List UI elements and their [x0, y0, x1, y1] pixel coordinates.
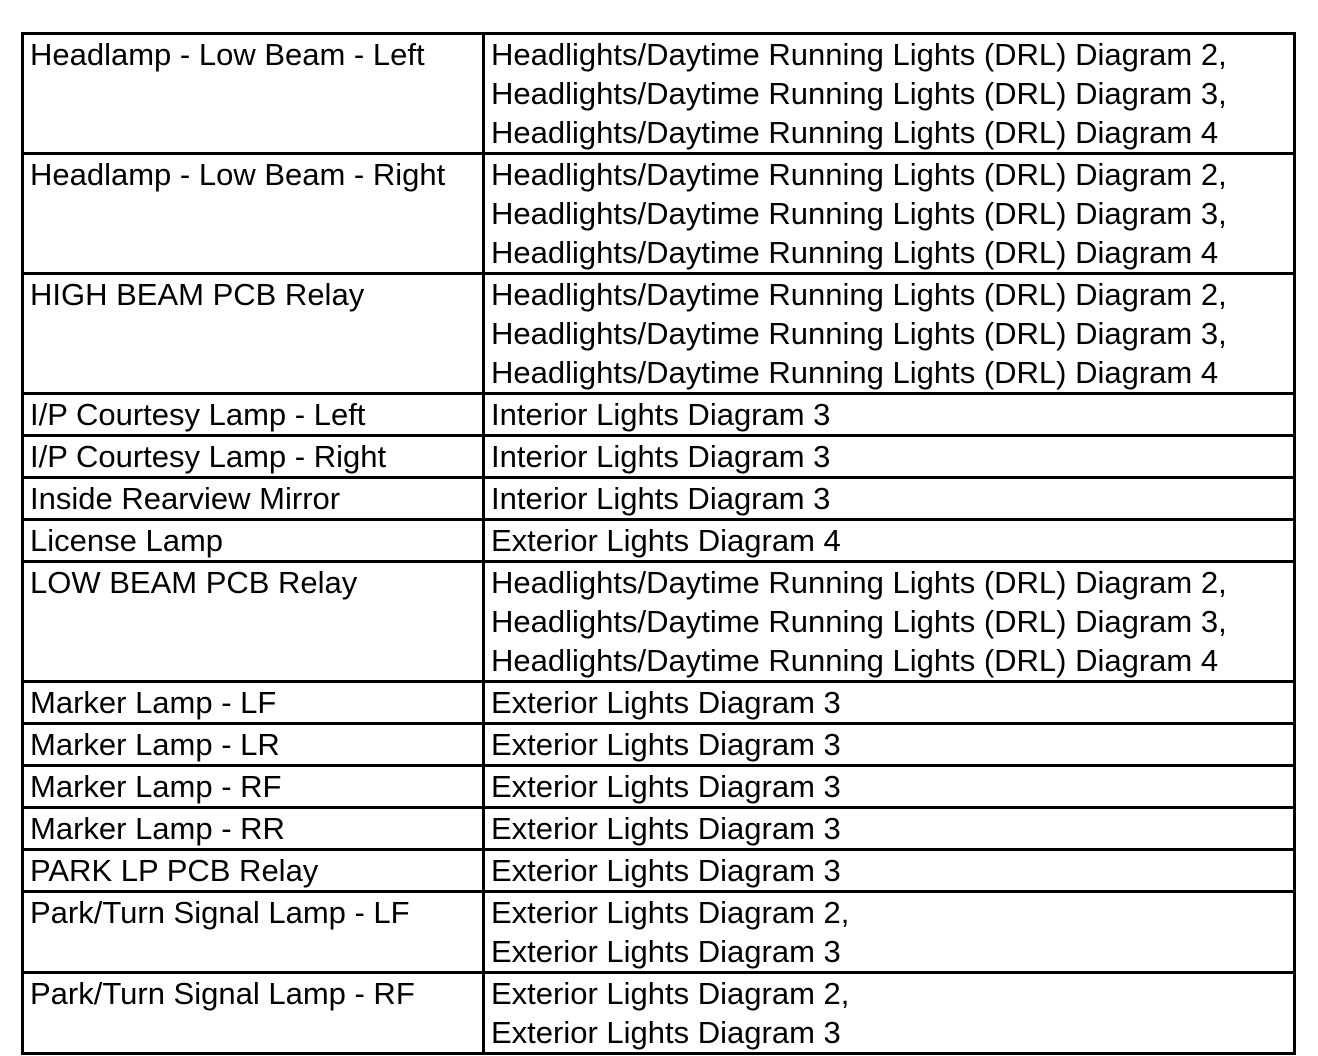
component-name: Marker Lamp - RF — [30, 769, 282, 804]
component-name: I/P Courtesy Lamp - Right — [30, 439, 387, 474]
component-name: Marker Lamp - RR — [30, 811, 285, 846]
diagram-reference-cell — [484, 850, 1295, 892]
component-name: Inside Rearview Mirror — [30, 481, 341, 516]
diagram-reference-cell — [484, 562, 1295, 682]
diagram-reference-cell — [484, 682, 1295, 724]
diagram-reference-cell — [484, 478, 1295, 520]
component-name: Park/Turn Signal Lamp - RF — [30, 976, 415, 1011]
diagram-reference: Exterior Lights Diagram 4 — [491, 523, 841, 558]
table-row — [23, 274, 1295, 394]
table-row — [23, 436, 1295, 478]
component-name-cell — [23, 394, 484, 436]
component-name: PARK LP PCB Relay — [30, 853, 319, 888]
diagram-reference: Headlights/Daytime Running Lights (DRL) Diagram 2, — [491, 157, 1227, 192]
table-row — [23, 808, 1295, 850]
component-name-cell — [23, 724, 484, 766]
table-row — [23, 520, 1295, 562]
diagram-reference: Exterior Lights Diagram 3 — [491, 1015, 841, 1050]
component-name: Headlamp - Low Beam - Left — [30, 37, 425, 72]
diagram-reference: Headlights/Daytime Running Lights (DRL) Diagram 4 — [491, 355, 1219, 390]
diagram-reference: Exterior Lights Diagram 3 — [491, 727, 841, 762]
diagram-reference: Headlights/Daytime Running Lights (DRL) Diagram 4 — [491, 643, 1219, 678]
table-row — [23, 724, 1295, 766]
diagram-reference: Headlights/Daytime Running Lights (DRL) Diagram 4 — [491, 235, 1219, 270]
component-name-cell — [23, 682, 484, 724]
component-name: Headlamp - Low Beam - Right — [30, 157, 446, 192]
component-name: Marker Lamp - LR — [30, 727, 280, 762]
table-row — [23, 34, 1295, 154]
diagram-reference: Interior Lights Diagram 3 — [491, 439, 831, 474]
component-name: Marker Lamp - LF — [30, 685, 277, 720]
diagram-reference: Exterior Lights Diagram 3 — [491, 811, 841, 846]
diagram-reference-cell — [484, 34, 1295, 154]
diagram-reference-cell — [484, 394, 1295, 436]
diagram-reference-cell — [484, 436, 1295, 478]
diagram-reference-cell — [484, 892, 1295, 973]
component-name: License Lamp — [30, 523, 224, 558]
table-row — [23, 154, 1295, 274]
diagram-reference: Exterior Lights Diagram 3 — [491, 853, 841, 888]
component-name-cell — [23, 808, 484, 850]
diagram-reference-cell — [484, 274, 1295, 394]
diagram-reference: Exterior Lights Diagram 2, — [491, 976, 850, 1011]
diagram-reference: Interior Lights Diagram 3 — [491, 397, 831, 432]
diagram-reference: Headlights/Daytime Running Lights (DRL) Diagram 4 — [491, 115, 1219, 150]
component-name-cell — [23, 478, 484, 520]
table-row — [23, 766, 1295, 808]
diagram-reference: Headlights/Daytime Running Lights (DRL) Diagram 3, — [491, 604, 1227, 639]
table-body — [23, 34, 1295, 1054]
component-name-cell — [23, 973, 484, 1054]
diagram-reference: Headlights/Daytime Running Lights (DRL) Diagram 2, — [491, 37, 1227, 72]
diagram-reference: Headlights/Daytime Running Lights (DRL) Diagram 2, — [491, 277, 1227, 312]
diagram-reference: Exterior Lights Diagram 3 — [491, 685, 841, 720]
component-name-cell — [23, 154, 484, 274]
component-name-cell — [23, 520, 484, 562]
component-name-cell — [23, 34, 484, 154]
table-row — [23, 562, 1295, 682]
component-name-cell — [23, 562, 484, 682]
table-row — [23, 394, 1295, 436]
component-name: I/P Courtesy Lamp - Left — [30, 397, 366, 432]
table-row — [23, 892, 1295, 973]
diagram-reference-cell — [484, 154, 1295, 274]
component-name-cell — [23, 274, 484, 394]
diagram-reference-cell — [484, 808, 1295, 850]
diagram-reference-cell — [484, 766, 1295, 808]
diagram-reference: Headlights/Daytime Running Lights (DRL) Diagram 3, — [491, 196, 1227, 231]
component-name: HIGH BEAM PCB Relay — [30, 277, 365, 312]
table-row — [23, 973, 1295, 1054]
component-name-cell — [23, 850, 484, 892]
diagram-reference: Exterior Lights Diagram 3 — [491, 769, 841, 804]
diagram-reference: Headlights/Daytime Running Lights (DRL) Diagram 3, — [491, 316, 1227, 351]
diagram-reference: Headlights/Daytime Running Lights (DRL) Diagram 2, — [491, 565, 1227, 600]
diagram-reference: Exterior Lights Diagram 3 — [491, 934, 841, 969]
table-row — [23, 682, 1295, 724]
diagram-reference-cell — [484, 973, 1295, 1054]
component-name-cell — [23, 892, 484, 973]
diagram-reference: Exterior Lights Diagram 2, — [491, 895, 850, 930]
table-row — [23, 478, 1295, 520]
component-name: LOW BEAM PCB Relay — [30, 565, 358, 600]
component-name-cell — [23, 436, 484, 478]
table-row — [23, 850, 1295, 892]
diagram-reference-cell — [484, 520, 1295, 562]
component-diagram-table — [21, 32, 1296, 1055]
component-name-cell — [23, 766, 484, 808]
diagram-reference: Interior Lights Diagram 3 — [491, 481, 831, 516]
diagram-reference: Headlights/Daytime Running Lights (DRL) Diagram 3, — [491, 76, 1227, 111]
component-name: Park/Turn Signal Lamp - LF — [30, 895, 410, 930]
diagram-reference-cell — [484, 724, 1295, 766]
